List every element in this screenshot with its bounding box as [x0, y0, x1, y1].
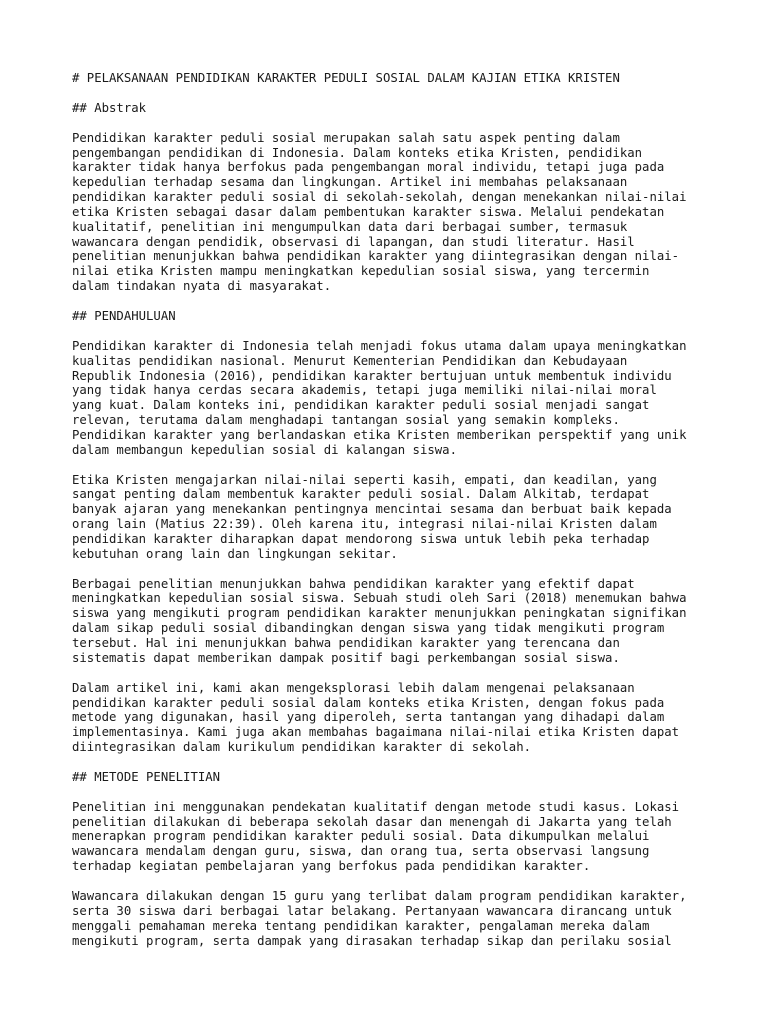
abstract-paragraph: Pendidikan karakter peduli sosial merupakan salah satu aspek penting dalam pengembangan pendidikan di Indonesia. Dalam konteks etika Kristen, pendidikan karakter tidak hanya berfokus pada pengembangan moral individu, tetapi juga pada kepedulian terhadap sesama dan lingkungan. Artikel ini membahas pelaksanaan pendidikan karakter peduli sosial di sekolah-sekolah, dengan menekankan nilai-nilai etika Kristen sebagai dasar dalam pembentukan karakter siswa. Melalui pendekatan kualitatif, penelitian ini mengumpulkan data dari berbagai sumber, termasuk wawancara dengan pendidik, observasi di lapangan, dan studi literatur. Hasil penelitian menunjukkan bahwa pendidikan karakter yang diintegrasikan dengan nilai- nilai etika Kristen mampu meningkatkan kepedulian sosial siswa, yang tercermin dalam tindakan nyata di masyarakat. [72, 130, 687, 294]
document-title: # PELAKSANAAN PENDIDIKAN KARAKTER PEDULI SOSIAL DALAM KAJIAN ETIKA KRISTEN [72, 71, 620, 85]
intro-paragraph-2: Etika Kristen mengajarkan nilai-nilai seperti kasih, empati, dan keadilan, yang sangat penting dalam membentuk karakter peduli sosial. Dalam Alkitab, terdapat banyak ajaran yang menekankan pentingnya mencintai sesama dan berbuat baik kepada orang lain (Matius 22:39). Oleh karena itu, integrasi nilai-nilai Kristen dalam pendidikan karakter diharapkan dapat mendorong siswa untuk lebih peka terhadap kebutuhan orang lain dan lingkungan sekitar. [72, 472, 672, 561]
method-paragraph-1: Penelitian ini menggunakan pendekatan kualitatif dengan metode studi kasus. Lokasi penelitian dilakukan di beberapa sekolah dasar dan menengah di Jakarta yang telah menerapkan program pendidikan karakter peduli sosial. Data dikumpulkan melalui wawancara mendalam dengan guru, siswa, dan orang tua, serta observasi langsung terhadap kegiatan pembelajaran yang berfokus pada pendidikan karakter. [72, 799, 680, 874]
intro-paragraph-3: Berbagai penelitian menunjukkan bahwa pendidikan karakter yang efektif dapat meningkatkan kepedulian sosial siswa. Sebuah studi oleh Sari (2018) menemukan bahwa siswa yang mengikuti program pendidikan karakter menunjukkan peningkatan signifikan dalam sikap peduli sosial dibandingkan dengan siswa yang tidak mengikuti program tersebut. Hal ini menunjukkan bahwa pendidikan karakter yang terencana dan sistematis dapat memberikan dampak positif bagi perkembangan sosial siswa. [72, 576, 687, 665]
intro-heading: ## PENDAHULUAN [72, 308, 176, 323]
document-page [72, 71, 732, 963]
method-paragraph-2: Wawancara dilakukan dengan 15 guru yang terlibat dalam program pendidikan karakter, serta 30 siswa dari berbagai latar belakang. Pertanyaan wawancara dirancang untuk menggali pemahaman mereka tentang pendidikan karakter, pengalaman mereka dalam mengikuti program, serta dampak yang dirasakan terhadap sikap dan perilaku sosial [72, 888, 687, 948]
intro-paragraph-1: Pendidikan karakter di Indonesia telah menjadi fokus utama dalam upaya meningkatkan kualitas pendidikan nasional. Menurut Kementerian Pendidikan dan Kebudayaan Republik Indonesia (2016), pendidikan karakter bertujuan untuk membentuk individu yang tidak hanya cerdas secara akademis, tetapi juga memiliki nilai-nilai moral yang kuat. Dalam konteks ini, pendidikan karakter peduli sosial menjadi sangat relevan, terutama dalam menghadapi tantangan sosial yang semakin kompleks. Pendidikan karakter yang berlandaskan etika Kristen memberikan perspektif yang unik dalam membangun kepedulian sosial di kalangan siswa. [72, 338, 687, 457]
intro-paragraph-4: Dalam artikel ini, kami akan mengeksplorasi lebih dalam mengenai pelaksanaan pendidikan karakter peduli sosial dalam konteks etika Kristen, dengan fokus pada metode yang digunakan, hasil yang diperoleh, serta tantangan yang dihadapi dalam implementasinya. Kami juga akan membahas bagaimana nilai-nilai etika Kristen dapat diintegrasikan dalam kurikulum pendidikan karakter di sekolah. [72, 680, 680, 755]
abstract-heading: ## Abstrak [72, 100, 147, 115]
method-heading: ## METODE PENELITIAN [72, 769, 221, 784]
